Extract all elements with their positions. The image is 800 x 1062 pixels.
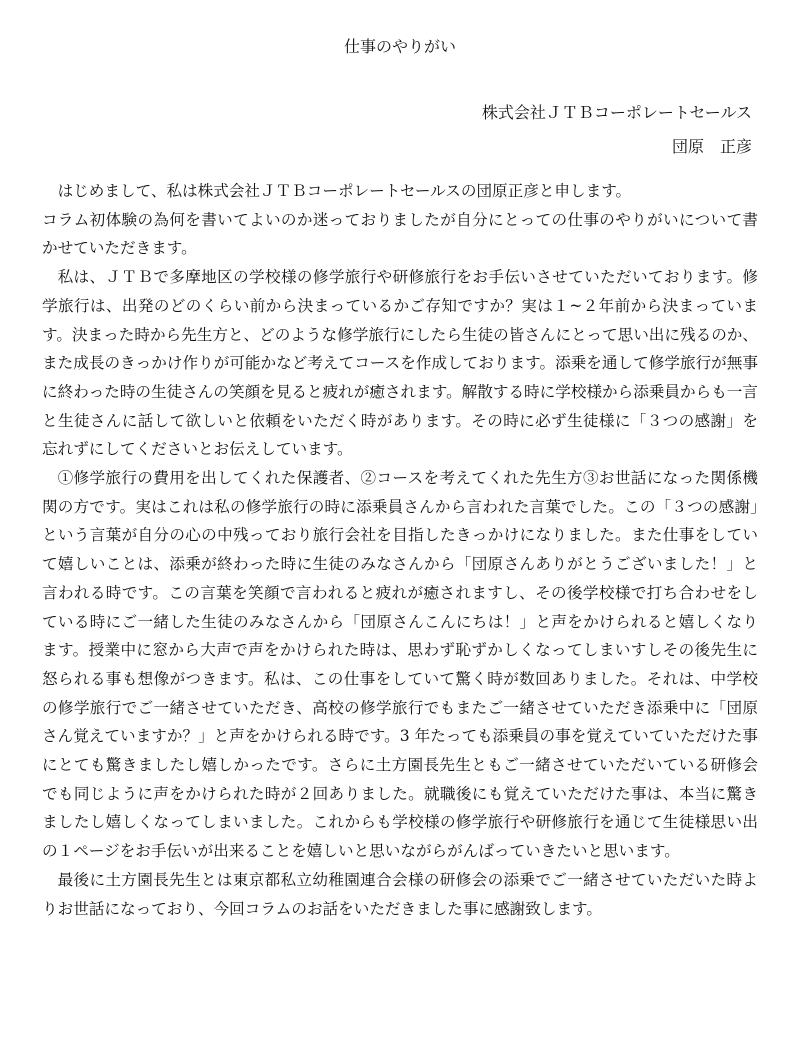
page-title: 仕事のやりがい [343, 37, 456, 56]
paragraph-intro: はじめまして、私は株式会社ＪＴＢコーポレートセールスの団原正彦と申します。 [57, 182, 632, 200]
paragraph-closing: 最後に土方園長先生とは東京都私立幼稚園連合会様の研修会の添乗でご一緒させていただいた時よりお世話になっており、今回コラムのお話をいただきました事に感謝致します。 [42, 870, 758, 918]
body-text [42, 177, 758, 923]
company-name: 株式会社ＪＴＢコーポレートセールス [481, 103, 752, 122]
paragraph-column: コラム初体験の為何を書いてよいのか迷っておりましたが自分にとっての仕事のやりがいについて書かせていただきます。 [42, 210, 758, 258]
paragraph-work: 私は、ＪＴＢで多摩地区の学校様の修学旅行や研修旅行をお手伝いさせていただいております。修学旅行は、出発のどのくらい前から決まっているかご存知ですか？実は１~２年前から決まっています。決まった時から先生方と、どのような修学旅行にしたら生徒の皆さんにとって思い出に残るのか、また成長のきっかけ作りが可能かなど考えてコースを作成しております。添乗を通して修学旅行が無事に終わった時の生徒さんの笑顔を見ると疲れが癒されます。解散する時に学校様から添乗員からも一言と生徒さんに話して欲しいと依頼をいただく時があります。その時に必ず生徒様に「３つの感謝」を忘れずにしてくださいとお伝えしています。 [42, 268, 758, 459]
author-block [482, 96, 752, 164]
paragraph-gratitude: ①修学旅行の費用を出してくれた保護者、②コースを考えてくれた先生方③お世話になった関係機関の方です。実はこれは私の修学旅行の時に添乗員さんから言われた言葉でした。この「３つの感謝」という言葉が自分の心の中残っており旅行会社を目指したきっかけになりました。また仕事をしていて嬉しいことは、添乗が終わった時に生徒のみなさんから「団原さんありがとうございました！」と言われる時です。この言葉を笑顔で言われると疲れが癒されますし、その後学校様で打ち合わせをしている時にご一緒した生徒のみなさんから「団原さんこんにちは！」と声をかけられると嬉しくなります。授業中に窓から大声で声をかけられた時は、思わず恥ずかしくなってしまいすしその後先生に怒られる事も想像がつきます。私は、この仕事をしていて驚く時が数回ありました。それは、中学校の修学旅行でご一緒させていただき、高校の修学旅行でもまたご一緒させていただき添乗中に「団原さん覚えていますか？」と声をかけられる時です。3 年たっても添乗員の事を覚えていていただけた事にとても驚きましたし嬉しかったです。さらに土方園長先生ともご一緒させていただいている研修会でも同じように声をかけられた時が２回ありました。就職後にも覚えていただけた事は、本当に驚きましたし嬉しくなってしまいました。これからも学校様の修学旅行や研修旅行を通じて生徒様思い出の１ページをお手伝いが出来ることを嬉しいと思いながらがんばっていきたいと思います。 [42, 469, 758, 861]
author-name: 団原 正彦 [671, 137, 752, 156]
